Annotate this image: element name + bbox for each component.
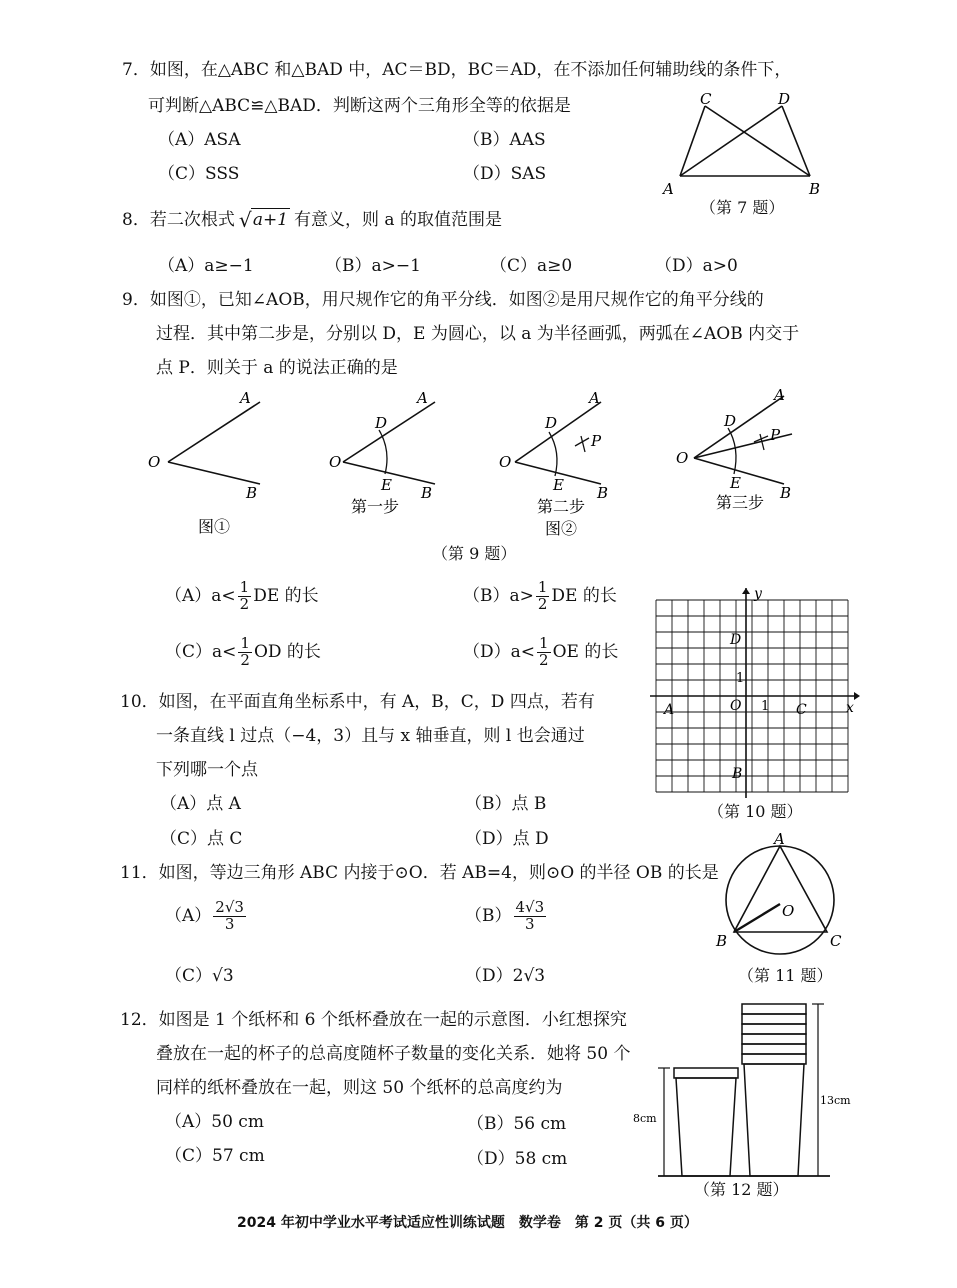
q9-option-a-den: 2 xyxy=(239,594,250,613)
q9-step3-label-o: O xyxy=(676,449,689,467)
q12-stem-line1: 12．如图是 1 个纸杯和 6 个纸杯叠放在一起的示意图．小红想探究 xyxy=(120,1010,627,1030)
q9-option-d-num: 1 xyxy=(539,634,549,652)
q9-option-d-den: 2 xyxy=(539,650,549,669)
q12-caption: （第 12 题） xyxy=(694,1180,789,1199)
q9-caption: （第 9 题） xyxy=(432,544,517,563)
q11-option-d[interactable]: （D）2√3 xyxy=(465,966,546,986)
q12-stack-body xyxy=(744,1064,804,1176)
q10-point-c: C xyxy=(796,702,807,718)
q10-label-y: y xyxy=(754,586,762,602)
q9-step1-ray-oa xyxy=(343,402,435,462)
q9-step2-arc xyxy=(549,432,557,476)
q7-stem-line2: 可判断△ABC≌△BAD．判断这两个三角形全等的依据是 xyxy=(148,96,571,116)
q10-label-o: O xyxy=(730,698,742,714)
q11-label-o: O xyxy=(782,902,795,920)
q11-triangle xyxy=(734,846,827,932)
q9-option-b-label: （B）a> xyxy=(463,585,534,606)
q9-fig2-caption: 图② xyxy=(545,519,578,538)
q9-step3-arc xyxy=(728,428,736,474)
q12-label-13cm: 13cm xyxy=(820,1094,851,1107)
q12-figure xyxy=(630,998,860,1183)
q7-side-cb xyxy=(705,106,810,176)
q11-circle xyxy=(726,846,834,954)
q12-cup1-rim xyxy=(674,1068,738,1078)
q8-option-c[interactable]: （C）a≥0 xyxy=(490,256,573,276)
q9-step1-label-e: E xyxy=(381,476,392,494)
q7-option-c[interactable]: （C）SSS xyxy=(158,164,240,184)
q9-option-c-fraction xyxy=(238,636,252,669)
q11-label-b: B xyxy=(716,932,728,950)
q9-step2-label-b: B xyxy=(597,484,609,502)
q8-stem-pre: 8．若二次根式 xyxy=(122,210,235,230)
q11-label-a: A xyxy=(774,830,785,848)
q9-step2-ray-oa xyxy=(515,402,601,462)
q9-option-c-den: 2 xyxy=(240,650,250,669)
q9-option-d[interactable] xyxy=(463,636,618,669)
q10-option-d[interactable]: （D）点 D xyxy=(465,829,549,849)
q11-option-b-fraction xyxy=(514,900,547,933)
q9-step2-figure xyxy=(493,390,633,540)
q10-x-arrow-icon xyxy=(854,692,860,700)
q12-stack-rim-6 xyxy=(742,1054,806,1064)
q9-step2-label-e: E xyxy=(553,476,564,494)
q12-stack-rim-5 xyxy=(742,1044,806,1054)
q12-label-8cm: 8cm xyxy=(633,1112,657,1125)
q12-stem-line3: 同样的纸杯叠放在一起，则这 50 个纸杯的总高度约为 xyxy=(156,1078,563,1098)
q11-option-a-label: （A） xyxy=(165,905,212,926)
q9-step3-caption: 第三步 xyxy=(716,493,765,512)
q10-option-b[interactable]: （B）点 B xyxy=(465,794,547,814)
q9-step1-arc xyxy=(379,430,387,474)
q8-stem xyxy=(122,208,502,232)
q9-step3-label-d: D xyxy=(724,412,737,430)
q7-stem-line1: 7．如图，在△ABC 和△BAD 中，AC＝BD，BC＝AD，在不添加任何辅助线的条件下， xyxy=(122,60,792,80)
q7-option-a[interactable]: （A）ASA xyxy=(158,130,241,150)
q7-caption: （第 7 题） xyxy=(700,198,785,217)
q11-option-a-den: 3 xyxy=(224,914,235,933)
q8-option-d[interactable]: （D）a>0 xyxy=(655,256,738,276)
q10-caption: （第 10 题） xyxy=(708,802,803,821)
q7-side-db xyxy=(782,106,810,176)
q12-cup1-body xyxy=(676,1078,736,1176)
q11-caption: （第 11 题） xyxy=(738,966,833,985)
q7-option-d[interactable]: （D）SAS xyxy=(463,164,547,184)
q9-fig1-label-o: O xyxy=(148,453,161,471)
q9-step2-label-o: O xyxy=(499,453,512,471)
q9-stem-line2: 过程．其中第二步是，分别以 D，E 为圆心，以 a 为半径画弧，两弧在∠AOB 内交于 xyxy=(156,324,800,344)
q9-step1-label-b: B xyxy=(421,484,433,502)
q12-stack-rim-1 xyxy=(742,1004,806,1014)
q10-stem-line3: 下列哪一个点 xyxy=(156,760,258,780)
q9-option-b-den: 2 xyxy=(537,594,548,613)
q9-option-d-fraction xyxy=(537,636,551,669)
q10-point-a: A xyxy=(664,702,675,718)
q9-step3-label-p: P xyxy=(770,426,781,444)
q9-option-a-label: （A）a< xyxy=(165,585,236,606)
q9-step2-label-d: D xyxy=(545,414,558,432)
q11-stem: 11．如图，等边三角形 ABC 内接于⊙O．若 AB=4，则⊙O 的半径 OB 的长是 xyxy=(120,863,719,883)
q10-label-x: x xyxy=(846,700,854,716)
q9-step1-figure xyxy=(325,390,465,520)
q12-option-c[interactable]: （C）57 cm xyxy=(165,1146,265,1166)
q7-figure xyxy=(660,90,830,198)
q9-option-a-tail: DE 的长 xyxy=(253,585,319,606)
q9-fig1-ray-ob xyxy=(168,462,260,484)
q10-grid-figure xyxy=(650,588,860,800)
q9-option-c[interactable] xyxy=(165,636,321,669)
q11-option-a-num: 2√3 xyxy=(215,898,244,916)
q11-figure xyxy=(712,830,852,960)
q8-radical xyxy=(238,208,290,232)
q7-label-a: A xyxy=(663,180,674,198)
q10-point-d: D xyxy=(730,632,742,648)
q9-option-d-tail: OE 的长 xyxy=(552,641,619,662)
q9-option-a-fraction xyxy=(238,580,252,613)
q10-point-b: B xyxy=(732,766,743,782)
q9-step1-label-o: O xyxy=(329,453,342,471)
q9-stem-line3: 点 P．则关于 a 的说法正确的是 xyxy=(156,358,398,378)
q9-fig1-caption: 图① xyxy=(198,517,231,536)
q11-option-a[interactable] xyxy=(165,900,248,933)
q9-option-c-num: 1 xyxy=(240,634,250,652)
q11-label-c: C xyxy=(830,932,842,950)
q10-option-c[interactable]: （C）点 C xyxy=(160,829,243,849)
q11-option-b[interactable] xyxy=(465,900,548,933)
q9-step2-arc-e xyxy=(581,436,585,452)
q11-option-b-den: 3 xyxy=(525,914,535,933)
q8-stem-post: 有意义，则 a 的取值范围是 xyxy=(294,210,502,230)
q9-option-d-label: （D）a< xyxy=(463,641,536,662)
q9-option-b[interactable] xyxy=(463,580,617,613)
q7-side-ad xyxy=(680,106,782,176)
q8-option-a[interactable]: （A）a≥−1 xyxy=(158,256,254,276)
q10-y-arrow-icon xyxy=(742,588,750,594)
q12-stack-rim-2 xyxy=(742,1014,806,1024)
q9-option-c-tail: OD 的长 xyxy=(253,641,321,662)
q9-option-c-label: （C）a< xyxy=(165,641,237,662)
q9-step1-label-d: D xyxy=(375,414,388,432)
q9-step2-caption: 第二步 xyxy=(537,497,586,516)
q9-fig1 xyxy=(140,390,280,540)
q12-option-b[interactable]: （B）56 cm xyxy=(467,1114,567,1134)
q11-option-c[interactable]: （C）√3 xyxy=(165,966,234,986)
q9-option-a-num: 1 xyxy=(239,578,250,596)
q9-step3-figure xyxy=(672,386,812,520)
q8-radicand: a+1 xyxy=(252,210,289,230)
q9-step2-label-p: P xyxy=(591,432,602,450)
q9-step1-label-a: A xyxy=(417,389,428,407)
q12-stack-rim-4 xyxy=(742,1034,806,1044)
q9-stem-line1: 9．如图①，已知∠AOB，用尺规作它的角平分线．如图②是用尺规作它的角平分线的 xyxy=(122,290,764,310)
q9-option-b-tail: DE 的长 xyxy=(551,585,617,606)
q7-label-b: B xyxy=(809,180,821,198)
q9-fig1-label-b: B xyxy=(246,484,258,502)
q9-fig1-label-a: A xyxy=(240,389,251,407)
q9-fig1-ray-oa xyxy=(168,402,260,462)
q9-option-a[interactable] xyxy=(165,580,319,613)
q9-step1-caption: 第一步 xyxy=(351,497,400,516)
q11-option-b-num: 4√3 xyxy=(515,898,545,916)
q10-option-a[interactable]: （A）点 A xyxy=(160,794,241,814)
sqrt-icon: √ xyxy=(238,208,252,232)
q12-stem-line2: 叠放在一起的杯子的总高度随杯子数量的变化关系．她将 50 个 xyxy=(156,1044,631,1064)
q11-option-b-label: （B） xyxy=(465,905,512,926)
q9-step3-label-a: A xyxy=(774,386,785,404)
q7-label-d: D xyxy=(778,90,791,108)
q7-side-ac xyxy=(680,106,705,176)
q7-option-b[interactable]: （B）AAS xyxy=(463,130,546,150)
q12-cup-stack xyxy=(742,1004,806,1176)
q12-option-a[interactable]: （A）50 cm xyxy=(165,1112,264,1132)
q10-stem-line2: 一条直线 l 过点（−4，3）且与 x 轴垂直，则 l 也会通过 xyxy=(156,726,585,746)
q10-label-one-y: 1 xyxy=(736,671,745,686)
q10-stem-line1: 10．如图，在平面直角坐标系中，有 A，B，C，D 四点，若有 xyxy=(120,692,595,712)
q10-label-one-x: 1 xyxy=(761,699,770,714)
q11-option-a-fraction xyxy=(213,900,246,933)
q9-option-b-fraction xyxy=(536,580,550,613)
q9-step2-label-a: A xyxy=(589,389,600,407)
page-footer: 2024 年初中学业水平考试适应性训练试题 数学卷 第 2 页（共 6 页） xyxy=(237,1215,698,1231)
q7-label-c: C xyxy=(700,90,712,108)
q9-step3-label-e: E xyxy=(730,474,741,492)
q9-option-b-num: 1 xyxy=(537,578,548,596)
q8-option-b[interactable]: （B）a>−1 xyxy=(325,256,421,276)
q12-stack-rim-3 xyxy=(742,1024,806,1034)
q9-step3-label-b: B xyxy=(780,484,792,502)
q12-option-d[interactable]: （D）58 cm xyxy=(467,1149,568,1169)
